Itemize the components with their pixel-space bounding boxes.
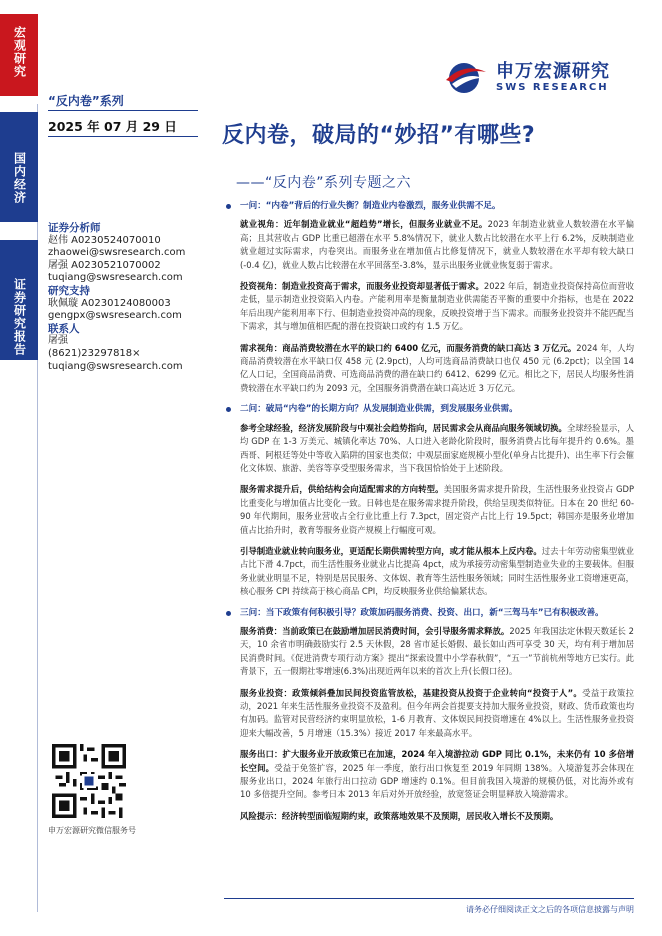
category-tag-report-type: 证券研究报告 [0,240,38,360]
qr-code-icon [52,744,126,818]
contact-header: 联系人 [48,322,80,335]
bullet-dot-icon [226,204,231,209]
section-2-para-3: 引导制造业就业转向服务业，更适配长期供需转型方向，或才能从根本上反内卷。过去十年劳动密集型就业占比下滑 4.7pct，而生活性服务业就业占比提高 4pct，成为承接劳动密集型制造业失业的主要载体。但服务业就业明显不足，特别是居民服务、文体娱、教育等生活性服务领域；同时生活性服务业工资增速更高，核心服务 CPI 持续高于核心商品 CPI，均反映服务业供给偏紧状态。 [240,545,635,597]
research-support-email[interactable]: gengpx@swsresearch.com [48,310,182,322]
analyst-header: 证券分析师 [48,222,101,234]
logo-cn-text: 申万宏源研究 [496,60,610,82]
research-support: 耿佩璇 A0230124080003 [48,297,171,309]
report-summary [224,200,634,831]
research-support-header: 研究支持 [48,284,90,297]
contact-email[interactable]: tuqiang@swsresearch.com [48,360,183,372]
section-3-bullet: 三问：当下政策有何积极引导？政策加码服务消费、投资、出口，新“三驾马车”已有积极改善。 [224,607,634,620]
analyst-2: 屠强 A0230521070002 [48,259,161,271]
category-tag-domestic-economy: 国内经济 [0,112,38,222]
report-subtitle: ——“反内卷”系列专题之六 [236,175,412,191]
risk-warning: 风险提示：经济转型面临短期约束，政策落地效果不及预期，居民收入增长不及预期。 [240,810,559,821]
section-2-para-2: 服务需求提升后，供给结构会向适配需求的方向转型。美国服务需求提升阶段，生活性服务业投资占 GDP 比重变化与增加值占比变化一致。日韩也是在服务需求提升阶段，供给呈现类似特征。日本在 20 世纪 60-90 年代期间，服务业营收占全行业比重上行 7.3pct，固定资产占比上行 19.5pct；韩国亦是服务业增加值占比抬升时，教育等服务业资产规模上行幅度可观。 [240,484,635,535]
analyst-1: 赵伟 A0230524070010 [48,234,161,246]
company-logo [442,58,610,96]
section-1-bullet: 一问：“内卷”背后的行业失衡？制造业内卷激烈，服务业供需不足。 [224,200,634,213]
section-1-para-2: 投资视角：制造业投资高于需求，而服务业投资却显著低于需求。2022 年后，制造业投资保持高位而营收走低，显示制造业投资陷入内卷。产能利用率是衡量制造业供需能否平衡的重要中介指标，也是在 2022 年后出现产能利用率下行、但制造业投资冲高的现象，反映投资增于当下需求。而服务业投资并不能匹配当下需求，其与增加值相匹配的潜在投资缺口或约有 1.5 万亿。 [240,281,634,332]
section-2-bullet: 二问：破局“内卷”的长期方向？从发展制造业供需，到发展服务业供需。 [224,403,634,416]
footer-divider [224,898,634,899]
left-sidebar [0,0,38,936]
analyst-2-email[interactable]: tuqiang@swsresearch.com [48,272,183,284]
date-divider [48,136,198,137]
contact-block [48,222,198,373]
bullet-dot-icon [226,407,231,412]
disclosure-footer: 请务必仔细阅读正文之后的各项信息披露与声明 [466,905,634,914]
series-divider [48,110,198,111]
logo-icon [442,58,490,96]
sidebar-divider [37,104,38,912]
contact-name: 屠强 [48,335,68,347]
section-3-para-3: 服务出口：扩大服务业开放政策已在加速，2024 年入境游拉动 GDP 同比 0.1%，未来仍有 10 多倍增长空间。受益于免签扩容，2025 年一季度，旅行出口恢复至 2019 年同期 138%。入境游复苏会体现在服务业出口，2024 年旅行出口拉动 GDP 增速约 0.1%。但目前我国入境游的规模仍低，对比海外或有 10 多倍提升空间。参考日本 2013 年后对外开放经验，放宽签证会明显释放入境游需求。 [240,749,635,800]
analyst-1-email[interactable]: zhaowei@swsresearch.com [48,247,186,259]
report-date: 2025 年 07 月 29 日 [48,119,177,134]
qr-caption: 申万宏源研究微信服务号 [48,826,136,835]
section-1-para-1: 就业视角：近年制造业就业“超趋势”增长，但服务业就业不足。2023 年制造业就业人数较潜在水平偏高；且其营收占 GDP 比重已超潜在水平 5.8%情况下，就业人数占比较潜在水平上行 6.2%，反映制造业就业超过实际需求，内卷突出。而服务业在增加值占比修复情况下，就业人数较潜在水平却有较大缺口(-0.4 亿)，就业人数占比较潜在水平回落至-3.8%，显示出服务业就业恢复弱于需求。 [240,219,634,270]
section-3-para-1: 服务消费：当前政策已在鼓励增加居民消费时间，会引导服务需求释放。2025 年我国法定休假天数延长 2 天，10 余省市明确鼓励实行 2.5 天休假，28 省市延长婚假、最长如山西可享受 30 天，均有利于增加居民消费时间。《促进消费专项行动方案》提出“探索设置中小学春秋假”，“五一”节前杭州等地方已实行。此背景下，五一假期社零增速(6.3%)出现近两年以来的首次上升(长假口径)。 [240,625,635,677]
section-2-para-1: 参考全球经验，经济发展阶段与中观社会趋势指向，居民需求会从商品向服务领域切换。全球经验显示，人均 GDP 在 1-3 万美元、城镇化率达 70%、人口进入老龄化阶段时，服务消费占比每年提升约 0.6%。墨西哥、阿根廷等处中等收入陷阱的国家也类似；中观层面家庭规模小型化(单身占比提升)、出生率下行会催化文体娱、旅游、美容等享受型服务需求，当下我国恰恰处于上述阶段。 [240,422,635,473]
category-tag-macro: 宏观研究 [0,14,38,96]
report-title: 反内卷，破局的“妙招”有哪些? [222,123,536,148]
logo-en-text: SWS RESEARCH [496,81,609,93]
series-tag: “反内卷”系列 [48,94,124,108]
bullet-dot-icon [226,611,231,616]
contact-phone: (8621)23297818× [48,347,141,359]
section-3-para-2: 服务业投资：政策倾斜叠加民间投资监管放松，基建投资从投资于企业转向“投资于人”。受益于政策拉动，2021 年来生活性服务业投资不及盈利。但今年两会首提要支持加大服务业投资，财政、货币政策也均有加码。监管对民营经济约束明显放松，1-6 月教育、文体娱民间投资增速在 4%以上。生活性服务业投资迎来大幅改善，5 月增速（15.3%）接近 2017 年来最高水平。 [240,687,634,738]
section-1-para-3: 需求视角：商品消费较潜在水平的缺口约 6400 亿元，而服务消费的缺口高达 3 万亿元。2024 年，人均商品消费较潜在水平缺口仅 458 元 (2.9pct)，人均可选商品消费缺口也仅 450 元 (6.2pct)；以全国 14 亿人口记，全国商品消费、可选商品消费的潜在缺口约 6412、6299 亿元。相比之下，居民人均服务性消费较潜在水平缺口约为 2093 元，全国服务消费潜在缺口高达近 3 万亿元。 [240,342,634,393]
